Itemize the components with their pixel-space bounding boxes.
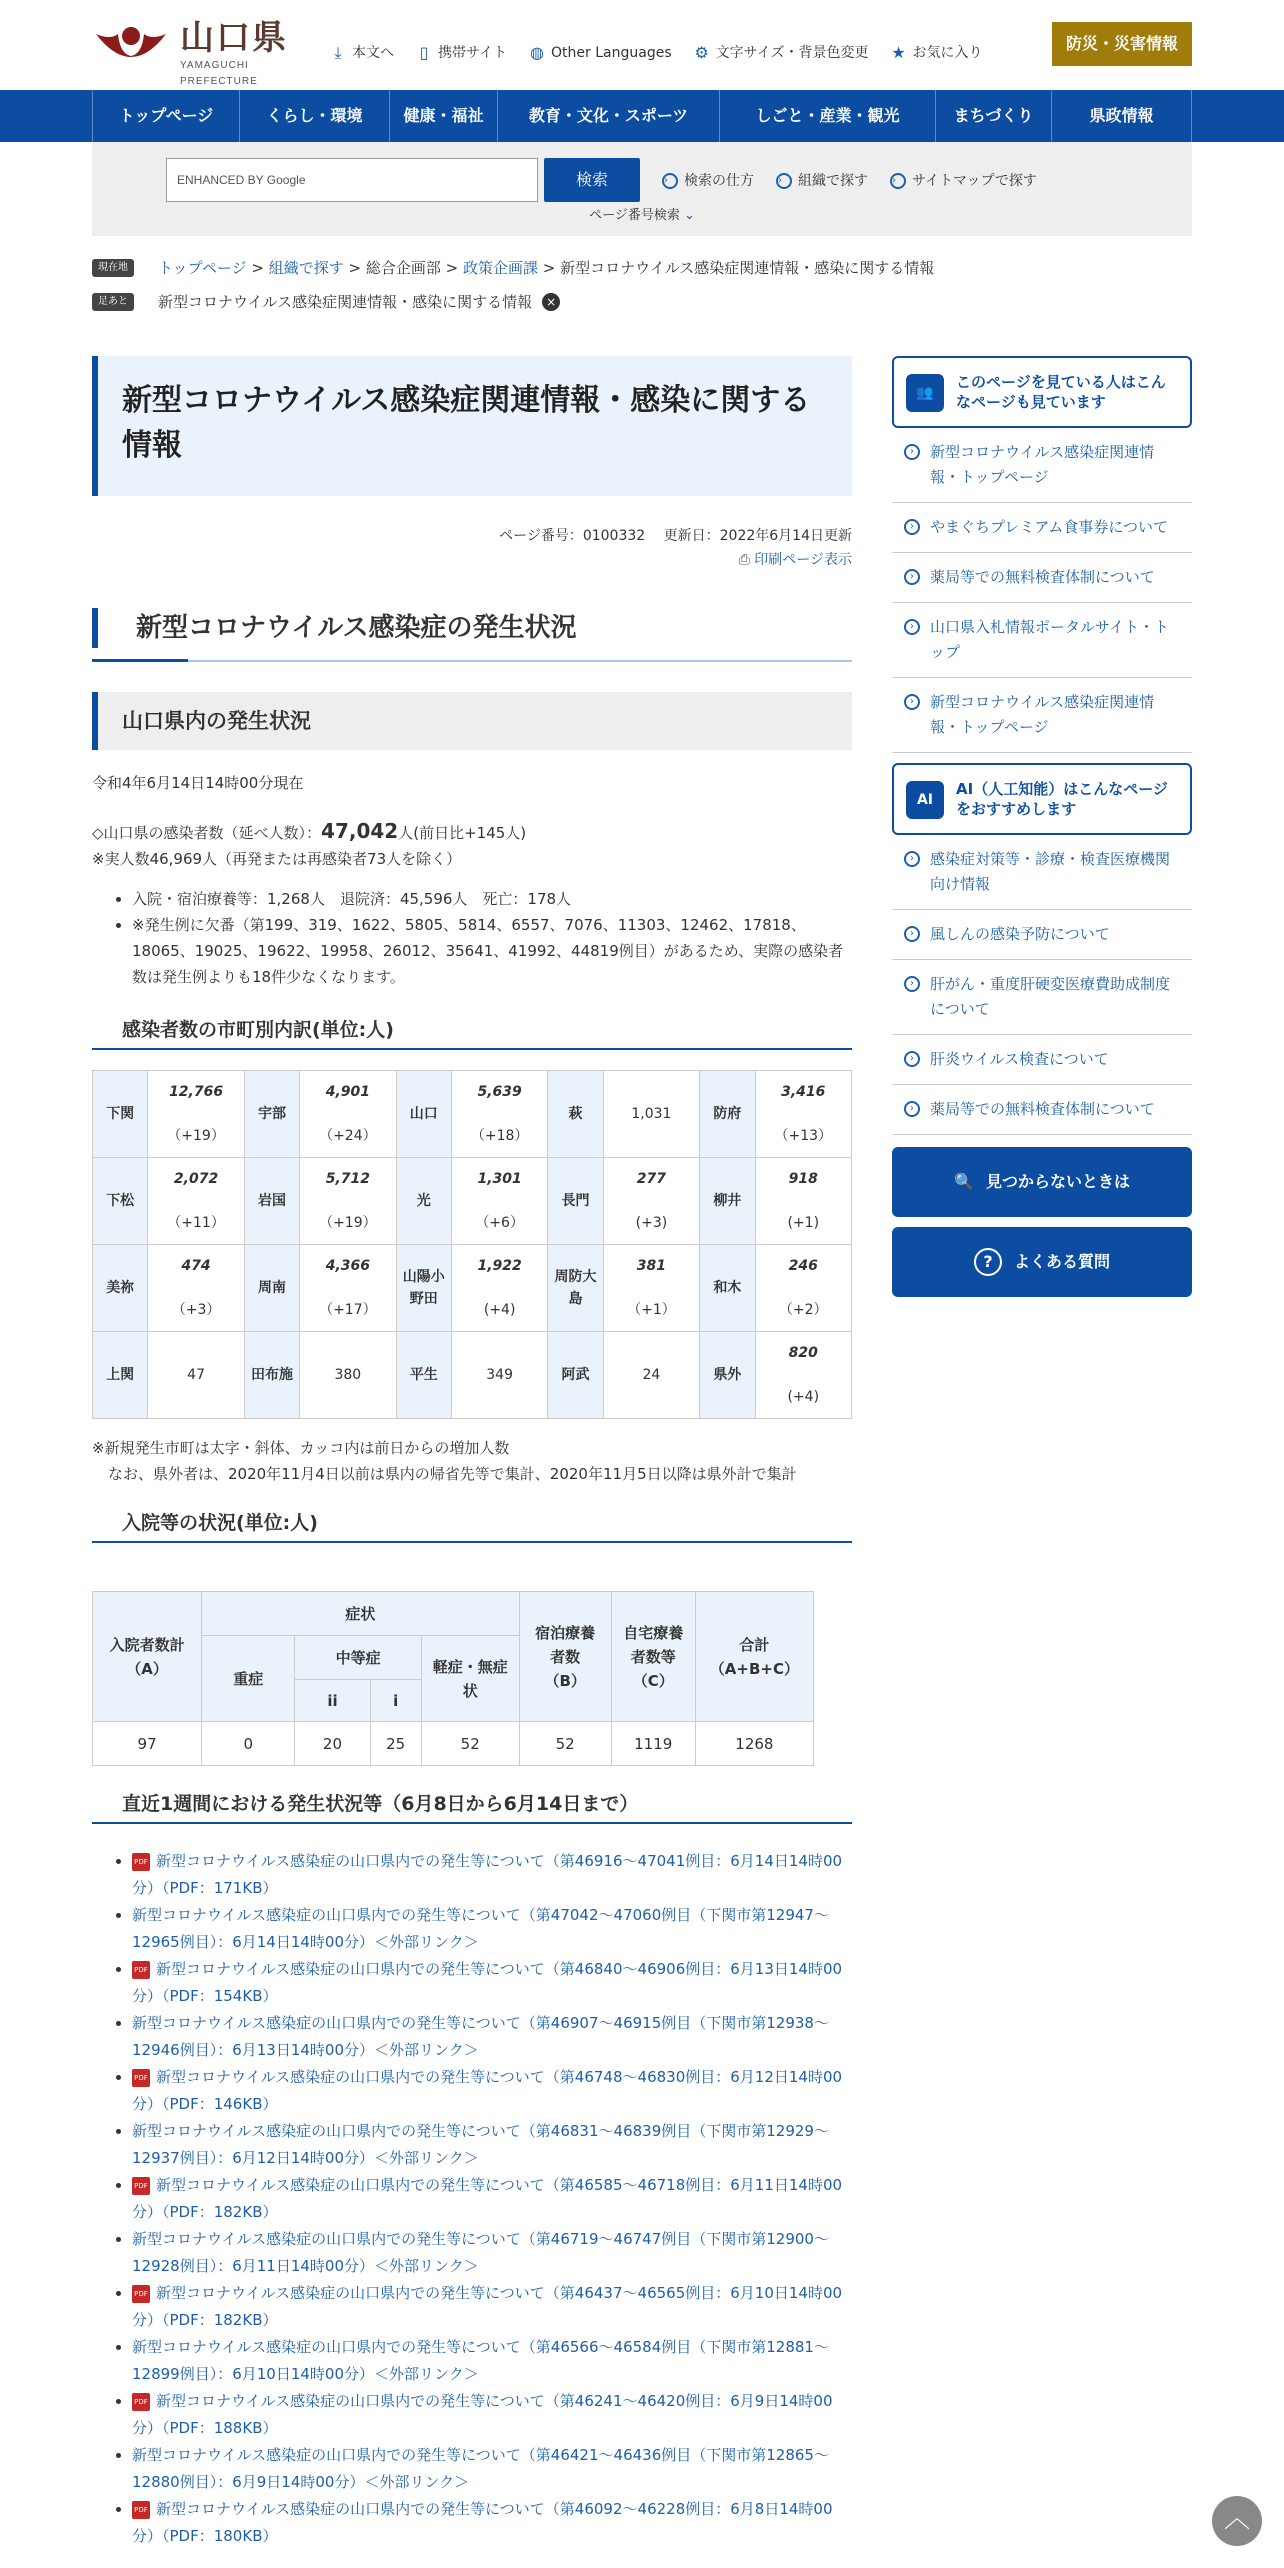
val-sum: 1268: [695, 1722, 813, 1766]
question-icon: ?: [974, 1248, 1002, 1276]
search-placeholder: ENHANCED BY Google: [177, 173, 306, 187]
chevron-right-icon: ›: [776, 173, 792, 189]
city-name: 宇部: [244, 1071, 299, 1158]
city-name: 阿武: [548, 1332, 603, 1419]
link-label: お気に入り: [912, 45, 983, 61]
sub-title: 山口県内の発生状況: [92, 692, 852, 750]
city-name: 上関: [93, 1332, 148, 1419]
gear-icon: ⚙: [694, 43, 709, 63]
city-note: ※新規発生市町は太字・斜体、カッコ内は前日からの増加人数: [92, 1439, 510, 1457]
link-label: 文字サイズ・背景色変更: [715, 45, 869, 61]
th-hotel: 宿泊療養者数（B）: [519, 1592, 611, 1722]
list-item: • 入院・宿泊療養等：1,268人 退院済：45,596人 死亡：178人: [132, 886, 852, 912]
list-item: [132, 1956, 852, 2010]
globe-icon: ◍: [530, 43, 545, 63]
link-label: 検索の仕方: [684, 173, 754, 189]
city-value-cell: [451, 1332, 547, 1419]
prefecture-emblem-icon: [92, 20, 170, 72]
mobile-site-link[interactable]: [416, 42, 507, 64]
nav-health[interactable]: 健康・福祉: [390, 90, 498, 142]
th-mild: 軽症・無症状: [421, 1636, 519, 1722]
search-bar: [92, 142, 1192, 236]
breadcrumb-org[interactable]: 組織で探す: [268, 259, 344, 277]
city-value-cell: [755, 1332, 852, 1419]
city-delta: （+2）: [778, 1302, 828, 1318]
th-sum: 合計（A+B+C）: [695, 1592, 813, 1722]
pdf-report-link[interactable]: 新型コロナウイルス感染症の山口県内での発生等について（第46241～46420例目：6月9日14時00分）（PDF：188KB）: [132, 2392, 833, 2437]
list-item: [132, 2496, 852, 2550]
city-count: 5,712: [325, 1171, 370, 1187]
hospital-table-heading: 入院等の状況(単位:人): [92, 1507, 852, 1543]
chevron-right-icon: ›: [662, 173, 678, 189]
total-number: 47,042: [321, 819, 399, 843]
sidebar-link[interactable]: [892, 553, 1192, 603]
chevron-right-icon: ›: [904, 1101, 920, 1117]
pdf-report-link[interactable]: 新型コロナウイルス感染症の山口県内での発生等について（第46092～46228例目：6月8日14時00分）（PDF：180KB）: [132, 2500, 833, 2545]
link-label: 組織で探す: [798, 173, 868, 189]
city-name: 周南: [244, 1245, 299, 1332]
val-home: 1119: [611, 1722, 695, 1766]
city-name: 下松: [93, 1158, 148, 1245]
city-count: 380: [334, 1367, 362, 1383]
pdf-icon: PDF: [132, 2393, 150, 2411]
city-count: 24: [642, 1367, 661, 1383]
city-count: 246: [788, 1258, 818, 1274]
weekly-report-links: [132, 1848, 852, 2550]
city-table-heading: 感染者数の市町別内訳(単位:人): [92, 1014, 852, 1050]
status-bullets: [132, 886, 852, 990]
val-hotel: 52: [519, 1722, 611, 1766]
sidebar-link[interactable]: [892, 1085, 1192, 1135]
search-button[interactable]: 検索: [544, 158, 640, 202]
table-row: [93, 1332, 852, 1419]
chevron-right-icon: ›: [904, 619, 920, 635]
city-value-cell: [300, 1245, 396, 1332]
link-label: Other Languages: [551, 45, 672, 61]
city-name: 光: [396, 1158, 451, 1245]
page-number-search-label: ページ番号検索: [589, 208, 680, 223]
section-title: 新型コロナウイルス感染症の発生状況: [92, 608, 852, 662]
chevron-up-icon: ︿: [1223, 2504, 1250, 2534]
external-report-link[interactable]: 新型コロナウイルス感染症の山口県内での発生等について（第46907～46915例目（下関市第12938～12946例目）：6月13日14時00分）＜外部リンク＞: [132, 2014, 829, 2059]
logo-english: YAMAGUCHI PREFECTURE: [180, 60, 258, 87]
city-value-cell: [603, 1332, 699, 1419]
link-label[interactable]: 肝がん・重度肝硬変医療費助成制度について: [930, 975, 1171, 1018]
sidebar-link[interactable]: [892, 503, 1192, 553]
footprint-item[interactable]: 新型コロナウイルス感染症関連情報・感染に関する情報: [158, 293, 533, 311]
city-name: 長門: [548, 1158, 603, 1245]
city-breakdown-table: [92, 1070, 852, 1419]
list-item: [132, 2388, 852, 2442]
link-label[interactable]: 新型コロナウイルス感染症関連情報・トップページ: [930, 443, 1155, 486]
page-number-search-toggle[interactable]: [92, 206, 1192, 227]
th-total: 入院者数計（A）: [93, 1592, 202, 1722]
city-delta: （+19）: [319, 1215, 377, 1231]
breadcrumb: 現在地 トップページ > 組織で探す > 総合企画部 > 政策企画課 > 新型コロナウイルス感染症関連情報・感染に関する情報: [92, 252, 1192, 284]
pdf-icon: PDF: [132, 2069, 150, 2087]
sidebar-link[interactable]: [892, 835, 1192, 910]
back-to-top-button[interactable]: [1212, 2496, 1262, 2546]
printer-icon: ⎙: [738, 552, 750, 568]
th-moderate: 中等症: [295, 1636, 421, 1680]
breadcrumb-section[interactable]: 政策企画課: [463, 259, 539, 277]
link-label[interactable]: 感染症対策等・診療・検査医療機関向け情報: [930, 850, 1171, 893]
pdf-icon: PDF: [132, 2501, 150, 2519]
city-count: 12,766: [169, 1084, 224, 1100]
city-name: 山陽小野田: [396, 1245, 451, 1332]
city-value-cell: [148, 1245, 244, 1332]
global-nav: [0, 90, 1284, 142]
search-by-org-link[interactable]: [776, 170, 868, 192]
chevron-right-icon: ›: [904, 926, 920, 942]
total-suffix: 人(前日比+145人): [398, 824, 527, 842]
sidebar-link[interactable]: [892, 910, 1192, 960]
list-item: [132, 1902, 852, 1956]
city-note-2: なお、県外者は、2020年11月4日以前は県内の帰省先等で集計、2020年11月5日以降は県外計で集計: [108, 1465, 797, 1483]
city-count: 1,922: [477, 1258, 522, 1274]
city-name: 山口: [396, 1071, 451, 1158]
chevron-down-icon: ⌄: [683, 208, 695, 223]
city-value-cell: [755, 1245, 852, 1332]
actual-cases: ※実人数46,969人（再発または再感染者73人を除く）: [92, 850, 462, 868]
table-row: [93, 1245, 852, 1332]
external-report-link[interactable]: 新型コロナウイルス感染症の山口県内での発生等について（第46566～46584例目（下関市第12881～12899例目）：6月10日14時00分）＜外部リンク＞: [132, 2338, 829, 2383]
sidebar-link[interactable]: [892, 603, 1192, 678]
also-viewed-header: [892, 356, 1192, 428]
also-viewed-list: [892, 428, 1192, 753]
header-utility-links: [330, 42, 983, 64]
th-symptom: 症状: [202, 1592, 519, 1636]
city-value-cell: [603, 1245, 699, 1332]
city-value-cell: [755, 1071, 852, 1158]
chevron-right-icon: ›: [904, 519, 920, 535]
val-mild: 52: [421, 1722, 519, 1766]
link-label[interactable]: 新型コロナウイルス感染症関連情報・トップページ: [930, 693, 1155, 736]
breadcrumb-top[interactable]: トップページ: [158, 259, 247, 277]
city-name: 周防大島: [548, 1245, 603, 1332]
city-delta: (+1): [787, 1215, 820, 1231]
search-document-icon: 🔍: [954, 1172, 974, 1192]
page-number: ページ番号：0100332: [499, 528, 646, 544]
ai-title: AI（人工知能）はこんなページをおすすめします: [956, 780, 1168, 818]
city-count: 1,031: [631, 1106, 672, 1122]
ai-cloud-icon: AI: [906, 781, 944, 819]
city-value-cell: [451, 1245, 547, 1332]
city-count: 4,366: [325, 1258, 370, 1274]
city-name: 萩: [548, 1071, 603, 1158]
table-row: [93, 1158, 852, 1245]
city-delta: （+11）: [167, 1215, 225, 1231]
th-severe: 重症: [202, 1636, 295, 1722]
site-logo[interactable]: [92, 18, 292, 87]
week-heading: 直近1週間における発生状況等（6月8日から6月14日まで）: [92, 1788, 852, 1824]
download-icon: ⤓: [334, 43, 342, 63]
city-count: 349: [486, 1367, 513, 1383]
city-name: 県外: [700, 1332, 755, 1419]
nav-top[interactable]: トップページ: [92, 90, 240, 142]
link-label: 本文へ: [352, 45, 394, 61]
city-count: 47: [187, 1367, 205, 1383]
nav-town[interactable]: まちづくり: [936, 90, 1052, 142]
link-label[interactable]: 肝炎ウイルス検査について: [930, 1050, 1109, 1068]
sidebar: [892, 356, 1192, 2550]
city-value-cell: [755, 1158, 852, 1245]
pdf-report-link[interactable]: 新型コロナウイルス感染症の山口県内での発生等について（第46585～46718例目：6月11日14時00分）（PDF：182KB）: [132, 2176, 843, 2221]
city-count: 5,639: [477, 1084, 522, 1100]
hospital-status-table: [92, 1591, 814, 1766]
list-item: [132, 2172, 852, 2226]
people-icon: 👥: [906, 374, 944, 412]
city-count: 4,901: [325, 1084, 370, 1100]
city-value-cell: [300, 1158, 396, 1245]
city-delta: （+19）: [167, 1128, 225, 1144]
sidebar-link[interactable]: [892, 428, 1192, 503]
total-cases: [92, 818, 852, 846]
city-delta: （+17）: [319, 1302, 377, 1318]
val-moderate-ii: 20: [295, 1722, 370, 1766]
link-label[interactable]: 薬局等での無料検査体制について: [930, 568, 1155, 586]
chevron-right-icon: ›: [904, 569, 920, 585]
star-icon: ★: [891, 43, 906, 63]
city-value-cell: [148, 1158, 244, 1245]
logo-text: 山口県: [180, 18, 288, 58]
sidebar-link[interactable]: [892, 960, 1192, 1035]
city-delta: （+1）: [627, 1302, 676, 1318]
page-title: 新型コロナウイルス感染症関連情報・感染に関する情報: [92, 356, 852, 496]
city-value-cell: [148, 1332, 244, 1419]
link-label[interactable]: 山口県入札情報ポータルサイト・トップ: [930, 618, 1169, 661]
pdf-report-link[interactable]: 新型コロナウイルス感染症の山口県内での発生等について（第46437～46565例目：6月10日14時00分）（PDF：182KB）: [132, 2284, 843, 2329]
city-delta: （+6）: [475, 1215, 524, 1231]
footprint-tag: 足あと: [92, 293, 134, 311]
list-item: [132, 2226, 852, 2280]
city-count: 277: [636, 1171, 667, 1187]
sidebar-link[interactable]: [892, 678, 1192, 753]
city-delta: （+3）: [171, 1302, 221, 1318]
chevron-right-icon: ›: [904, 1051, 920, 1067]
pdf-report-link[interactable]: 新型コロナウイルス感染症の山口県内での発生等について（第46916～47041例目：6月14日14時00分）（PDF：171KB）: [132, 1852, 843, 1897]
city-delta: (+3): [635, 1215, 668, 1231]
external-report-link[interactable]: 新型コロナウイルス感染症の山口県内での発生等について（第47042～47060例目（下関市第12947～12965例目）：6月14日14時00分）＜外部リンク＞: [132, 1906, 829, 1951]
total-prefix: ◇山口県の感染者数（延べ人数）：: [92, 824, 322, 842]
city-name: 美祢: [93, 1245, 148, 1332]
sidebar-link[interactable]: [892, 1035, 1192, 1085]
city-count: 381: [636, 1258, 667, 1274]
list-item: [132, 2280, 852, 2334]
search-input[interactable]: [166, 158, 538, 202]
search-links: [662, 170, 1037, 192]
external-report-link[interactable]: 新型コロナウイルス感染症の山口県内での発生等について（第46421～46436例目（下関市第12865～12880例目）：6月9日14時00分）＜外部リンク＞: [132, 2446, 829, 2491]
close-icon[interactable]: ×: [542, 293, 560, 311]
ai-recommend-header: [892, 763, 1192, 835]
pdf-report-link[interactable]: 新型コロナウイルス感染症の山口県内での発生等について（第46840～46906例目：6月13日14時00分）（PDF：154KB）: [132, 1960, 843, 2005]
pdf-icon: PDF: [132, 1853, 150, 1871]
city-delta: (+4): [483, 1302, 516, 1318]
city-count: 474: [181, 1258, 211, 1274]
city-name: 田布施: [244, 1332, 299, 1419]
main-content: [92, 356, 852, 2550]
val-severe: 0: [202, 1722, 295, 1766]
external-report-link[interactable]: 新型コロナウイルス感染症の山口県内での発生等について（第46719～46747例目（下関市第12900～12928例目）：6月11日14時00分）＜外部リンク＞: [132, 2230, 829, 2275]
pdf-icon: PDF: [132, 1961, 150, 1979]
footprint: [92, 286, 1192, 318]
val-total: 97: [93, 1722, 202, 1766]
city-name: 防府: [700, 1071, 755, 1158]
mobile-icon: ▯: [419, 43, 429, 63]
chevron-right-icon: ›: [904, 851, 920, 867]
link-label: サイトマップで探す: [912, 173, 1037, 189]
list-item: [132, 2118, 852, 2172]
link-label: 携帯サイト: [438, 45, 508, 61]
list-item: • ※発生例に欠番（第199、319、1622、5805、5814、6557、7076、11303、12462、17818、18065、19025、19622、19958、26012、35641、41992、44819例目）があるため、実際の感染者数は発生例よりも18件少なくなります。: [132, 912, 852, 990]
as-of-date: 令和4年6月14日14時00分現在: [92, 774, 304, 792]
city-value-cell: [148, 1071, 244, 1158]
th-moderate-i: i: [370, 1680, 421, 1722]
city-name: 柳井: [700, 1158, 755, 1245]
chevron-right-icon: ›: [904, 976, 920, 992]
chevron-right-icon: ›: [890, 173, 906, 189]
button-label: よくある質問: [1013, 1252, 1110, 1272]
chevron-right-icon: ›: [904, 694, 920, 710]
city-name: 和木: [700, 1245, 755, 1332]
city-delta: （+13）: [774, 1128, 833, 1144]
city-count: 820: [788, 1345, 818, 1361]
city-name: 平生: [396, 1332, 451, 1419]
city-value-cell: [300, 1332, 396, 1419]
city-delta: （+18）: [470, 1128, 529, 1144]
print-link[interactable]: 印刷ページ表示: [754, 552, 852, 568]
val-moderate-i: 25: [370, 1722, 421, 1766]
disaster-info-button[interactable]: 防災・災害情報: [1052, 22, 1192, 66]
link-label[interactable]: 薬局等での無料検査体制について: [930, 1100, 1155, 1118]
nav-education[interactable]: 教育・文化・スポーツ: [498, 90, 720, 142]
external-report-link[interactable]: 新型コロナウイルス感染症の山口県内での発生等について（第46831～46839例目（下関市第12929～12937例目）：6月12日14時00分）＜外部リンク＞: [132, 2122, 829, 2167]
ai-recommend-list: [892, 835, 1192, 1135]
site-header: [92, 0, 1192, 90]
link-label[interactable]: やまぐちプレミアム食事券について: [930, 518, 1169, 536]
city-count: 2,072: [173, 1171, 219, 1187]
also-viewed-title: このページを見ている人はこんなページも見ています: [956, 373, 1166, 411]
city-delta: （+24）: [319, 1128, 377, 1144]
search-howto-link[interactable]: [662, 170, 754, 192]
pdf-report-link[interactable]: 新型コロナウイルス感染症の山口県内での発生等について（第46748～46830例目：6月12日14時00分）（PDF：146KB）: [132, 2068, 843, 2113]
text-size-link[interactable]: [694, 42, 869, 64]
list-item: [132, 2442, 852, 2496]
city-value-cell: [300, 1071, 396, 1158]
city-count: 3,416: [781, 1084, 826, 1100]
button-label: 見つからないときは: [985, 1172, 1130, 1192]
other-languages-link[interactable]: [529, 42, 672, 64]
city-name: 下関: [93, 1071, 148, 1158]
breadcrumb-tag: 現在地: [92, 259, 134, 277]
city-count: 1,301: [477, 1171, 522, 1187]
list-item: [132, 2334, 852, 2388]
list-item: [132, 2064, 852, 2118]
breadcrumb-current: 新型コロナウイルス感染症関連情報・感染に関する情報: [560, 259, 935, 277]
pdf-icon: PDF: [132, 2177, 150, 2195]
nav-work[interactable]: しごと・産業・観光: [720, 90, 936, 142]
city-value-cell: [603, 1071, 699, 1158]
city-value-cell: [603, 1158, 699, 1245]
th-moderate-ii: ii: [295, 1680, 370, 1722]
not-found-button[interactable]: [892, 1147, 1192, 1217]
skip-to-content-link[interactable]: [330, 42, 394, 64]
sitemap-link[interactable]: [890, 170, 1037, 192]
city-name: 岩国: [244, 1158, 299, 1245]
nav-government[interactable]: 県政情報: [1052, 90, 1192, 142]
table-row: [93, 1071, 852, 1158]
link-label[interactable]: 風しんの感染予防について: [930, 925, 1110, 943]
favorites-link[interactable]: [891, 42, 983, 64]
page-meta: [92, 524, 852, 572]
city-count: 918: [788, 1171, 818, 1187]
city-value-cell: [451, 1158, 547, 1245]
city-value-cell: [451, 1071, 547, 1158]
pdf-icon: PDF: [132, 2285, 150, 2303]
city-delta: (+4): [787, 1389, 820, 1405]
breadcrumb-dept: 総合企画部: [365, 259, 441, 277]
chevron-right-icon: ›: [904, 444, 920, 460]
nav-living[interactable]: くらし・環境: [240, 90, 390, 142]
updated-date: 更新日：2022年6月14日更新: [663, 528, 852, 544]
faq-button[interactable]: [892, 1227, 1192, 1297]
list-item: [132, 1848, 852, 1902]
list-item: [132, 2010, 852, 2064]
th-home: 自宅療養者数等（C）: [611, 1592, 695, 1722]
